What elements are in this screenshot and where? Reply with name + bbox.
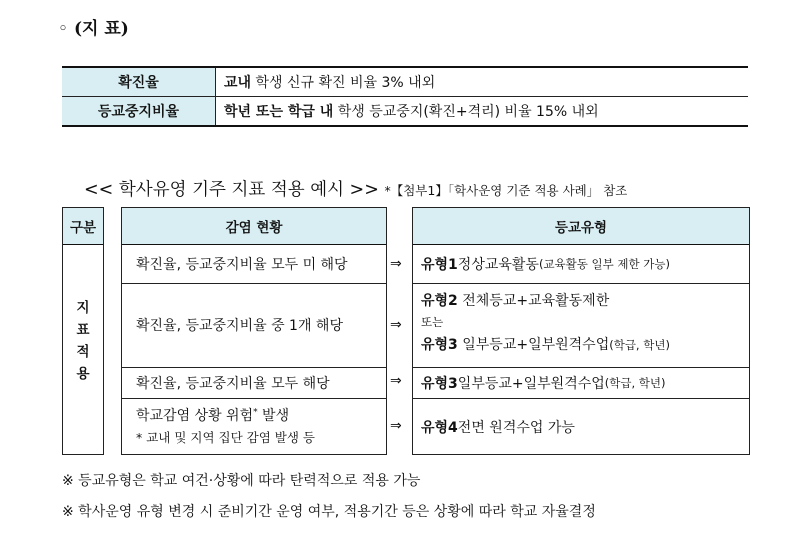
type-text: 일부등교+일부원격수업 <box>457 337 610 353</box>
indicator-bold: 교내 <box>224 75 252 91</box>
status-row-1 <box>122 246 386 282</box>
type-row-3 <box>413 368 749 398</box>
subheading-text: << 학사유영 기주 지표 적용 예시 >> <box>84 180 379 200</box>
status-text: 학교감염 상황 위험 <box>136 408 254 424</box>
gubun-char: 적 <box>76 344 90 360</box>
type-row-2 <box>413 286 749 366</box>
gubun-char: 지 <box>76 300 90 316</box>
type-note: (학급, 학년) <box>604 376 666 390</box>
arrow-icon: ⇒ <box>390 418 402 434</box>
type-note: (교육활동 일부 제한 가능) <box>538 257 670 271</box>
status-row-4 <box>122 399 386 454</box>
arrow-icon: ⇒ <box>390 373 402 389</box>
status-text: 확진율, 등교중지비율 모두 미 해당 <box>136 257 348 273</box>
indicator-text: 학생 등교중지(확진+격리) 비율 15% 내외 <box>333 104 599 120</box>
type-note: (학급, 학년) <box>609 338 670 352</box>
type-label: 유형4 <box>421 419 458 436</box>
arrow-icon: ⇒ <box>390 317 402 333</box>
type-header: 등교유형 <box>413 208 749 245</box>
status-note: * 교내 및 지역 집단 감염 발생 등 <box>136 430 315 445</box>
indicator-value <box>216 67 749 97</box>
type-text: 일부등교+일부원격수업 <box>457 376 605 392</box>
section-title: ◦ (지 표) <box>58 19 129 39</box>
footnote: ※ 학사운영 유형 변경 시 준비기간 운영 여부, 적용기간 등은 상황에 따라 학교 자율결정 <box>62 504 596 520</box>
status-text: 발생 <box>257 408 290 424</box>
type-label: 유형3 <box>421 337 458 353</box>
gubun-header: 구분 <box>63 208 103 245</box>
type-label: 유형3 <box>421 376 458 392</box>
subheading-note: *【첨부1】「학사운영 기준 적용 사례」 참조 <box>384 183 628 198</box>
indicator-text: 학생 신규 확진 비율 3% 내외 <box>251 75 436 91</box>
footnote: ※ 등교유형은 학교 여건·상황에 따라 탄력적으로 적용 가능 <box>62 473 421 489</box>
indicator-header: 등교중지비율 <box>62 97 216 127</box>
gubun-box <box>62 207 104 455</box>
status-row-2 <box>122 284 386 366</box>
status-sup: * <box>253 407 258 418</box>
type-row-4 <box>413 399 749 454</box>
status-text: 확진율, 등교중지비율 모두 해당 <box>136 376 330 392</box>
divider <box>412 283 750 284</box>
type-or: 또는 <box>421 315 444 329</box>
type-row-1 <box>413 246 749 282</box>
status-text: 확진율, 등교중지비율 중 1개 해당 <box>136 318 343 334</box>
indicator-value <box>216 97 749 127</box>
table-row <box>62 67 748 97</box>
type-label: 유형1 <box>421 257 458 273</box>
gubun-char: 표 <box>76 322 90 338</box>
indicator-bold: 학년 또는 학급 내 <box>224 104 334 120</box>
arrow-icon: ⇒ <box>390 256 402 272</box>
type-text: 전면 원격수업 가능 <box>457 419 575 436</box>
indicator-table <box>62 66 748 127</box>
example-subheading <box>84 176 627 201</box>
status-row-3 <box>122 368 386 398</box>
type-text: 정상교육활동 <box>457 257 539 273</box>
status-header: 감염 현황 <box>122 208 386 245</box>
indicator-header: 확진율 <box>62 67 216 97</box>
type-text: 전체등교+교육활동제한 <box>457 293 610 309</box>
table-row <box>62 97 748 127</box>
gubun-label <box>63 297 103 385</box>
type-label: 유형2 <box>421 293 458 309</box>
gubun-char: 용 <box>76 366 90 382</box>
